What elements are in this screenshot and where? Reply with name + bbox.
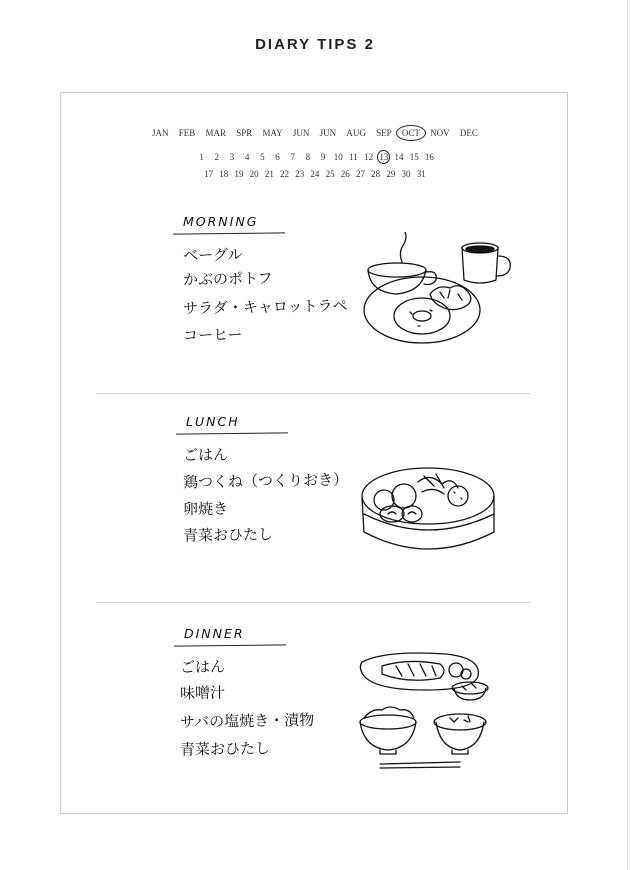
day-7[interactable]: 7	[290, 152, 295, 162]
day-8[interactable]: 8	[305, 152, 311, 162]
day-25[interactable]: 25	[325, 169, 335, 179]
day-30[interactable]: 30	[401, 169, 411, 179]
day-18[interactable]: 18	[219, 169, 229, 179]
month-may[interactable]: MAY	[262, 128, 283, 138]
calendar-days-row-2	[201, 169, 429, 179]
dinner-title: DINNER	[184, 626, 245, 641]
month-nov[interactable]: NOV	[430, 128, 450, 138]
month-jun[interactable]: JUN	[292, 128, 310, 138]
day-21[interactable]: 21	[264, 169, 274, 179]
morning-title: MORNING	[183, 214, 259, 229]
month-feb[interactable]: FEB	[178, 128, 196, 138]
lunch-item-1: ごはん	[182, 445, 229, 465]
day-11[interactable]: 11	[349, 152, 358, 162]
morning-item-1: ベーグル	[182, 245, 243, 265]
day-17[interactable]: 17	[204, 169, 214, 179]
month-sep[interactable]: SEP	[376, 128, 392, 138]
dinner-item-3: サバの塩焼き・漬物	[179, 710, 315, 732]
month-jun-2[interactable]: JUN	[319, 128, 337, 138]
morning-item-2: かぶのポトフ	[182, 269, 273, 289]
month-oct-selected[interactable]: OCT	[401, 128, 420, 138]
lunch-title: LUNCH	[186, 414, 240, 429]
month-mar[interactable]: MAR	[205, 128, 227, 138]
lunch-item-2: 鶏つくね（つくりおき）	[182, 470, 349, 492]
day-2[interactable]: 2	[214, 152, 220, 162]
day-26[interactable]: 26	[340, 169, 350, 179]
lunch-item-4: 青菜おひたし	[182, 525, 274, 545]
day-27[interactable]: 27	[355, 169, 365, 179]
month-jan[interactable]: JAN	[152, 128, 169, 138]
calendar-days-row-1	[194, 152, 437, 162]
day-20[interactable]: 20	[249, 169, 259, 179]
day-24[interactable]: 24	[310, 169, 320, 179]
month-aug[interactable]: AUG	[346, 128, 366, 138]
day-5[interactable]: 5	[260, 152, 265, 162]
dinner-item-4: 青菜おひたし	[179, 739, 271, 759]
day-1[interactable]: 1	[199, 152, 204, 162]
calendar-months	[150, 128, 480, 138]
day-29[interactable]: 29	[386, 169, 396, 179]
day-14[interactable]: 14	[394, 152, 404, 162]
morning-item-4: コーヒー	[182, 325, 243, 345]
month-dec[interactable]: DEC	[459, 128, 478, 138]
day-31[interactable]: 31	[416, 169, 426, 179]
page-title: DIARY TIPS 2	[255, 36, 375, 53]
day-23[interactable]: 23	[295, 169, 305, 179]
day-3[interactable]: 3	[229, 152, 235, 162]
day-10[interactable]: 10	[333, 152, 343, 162]
month-spr[interactable]: SPR	[236, 128, 253, 138]
page-edge-line	[627, 0, 628, 870]
day-22[interactable]: 22	[280, 169, 290, 179]
day-28[interactable]: 28	[371, 169, 381, 179]
dinner-set-illustration	[356, 648, 496, 774]
dinner-item-2: 味噌汁	[179, 683, 226, 703]
lunch-item-3: 卵焼き	[182, 499, 229, 519]
bento-box-illustration	[358, 462, 500, 562]
day-16[interactable]: 16	[424, 152, 434, 162]
breakfast-plate-illustration	[358, 232, 518, 350]
section-divider-2	[96, 602, 530, 603]
morning-item-3: サラダ・キャロットラペ	[182, 296, 348, 318]
day-12[interactable]: 12	[364, 152, 374, 162]
section-divider-1	[96, 393, 530, 394]
day-19[interactable]: 19	[234, 169, 244, 179]
day-4[interactable]: 4	[244, 152, 250, 162]
day-9[interactable]: 9	[320, 152, 326, 162]
day-15[interactable]: 15	[409, 152, 419, 162]
dinner-item-1: ごはん	[179, 657, 226, 677]
day-6[interactable]: 6	[275, 152, 280, 162]
day-13-selected[interactable]: 13	[376, 152, 391, 162]
